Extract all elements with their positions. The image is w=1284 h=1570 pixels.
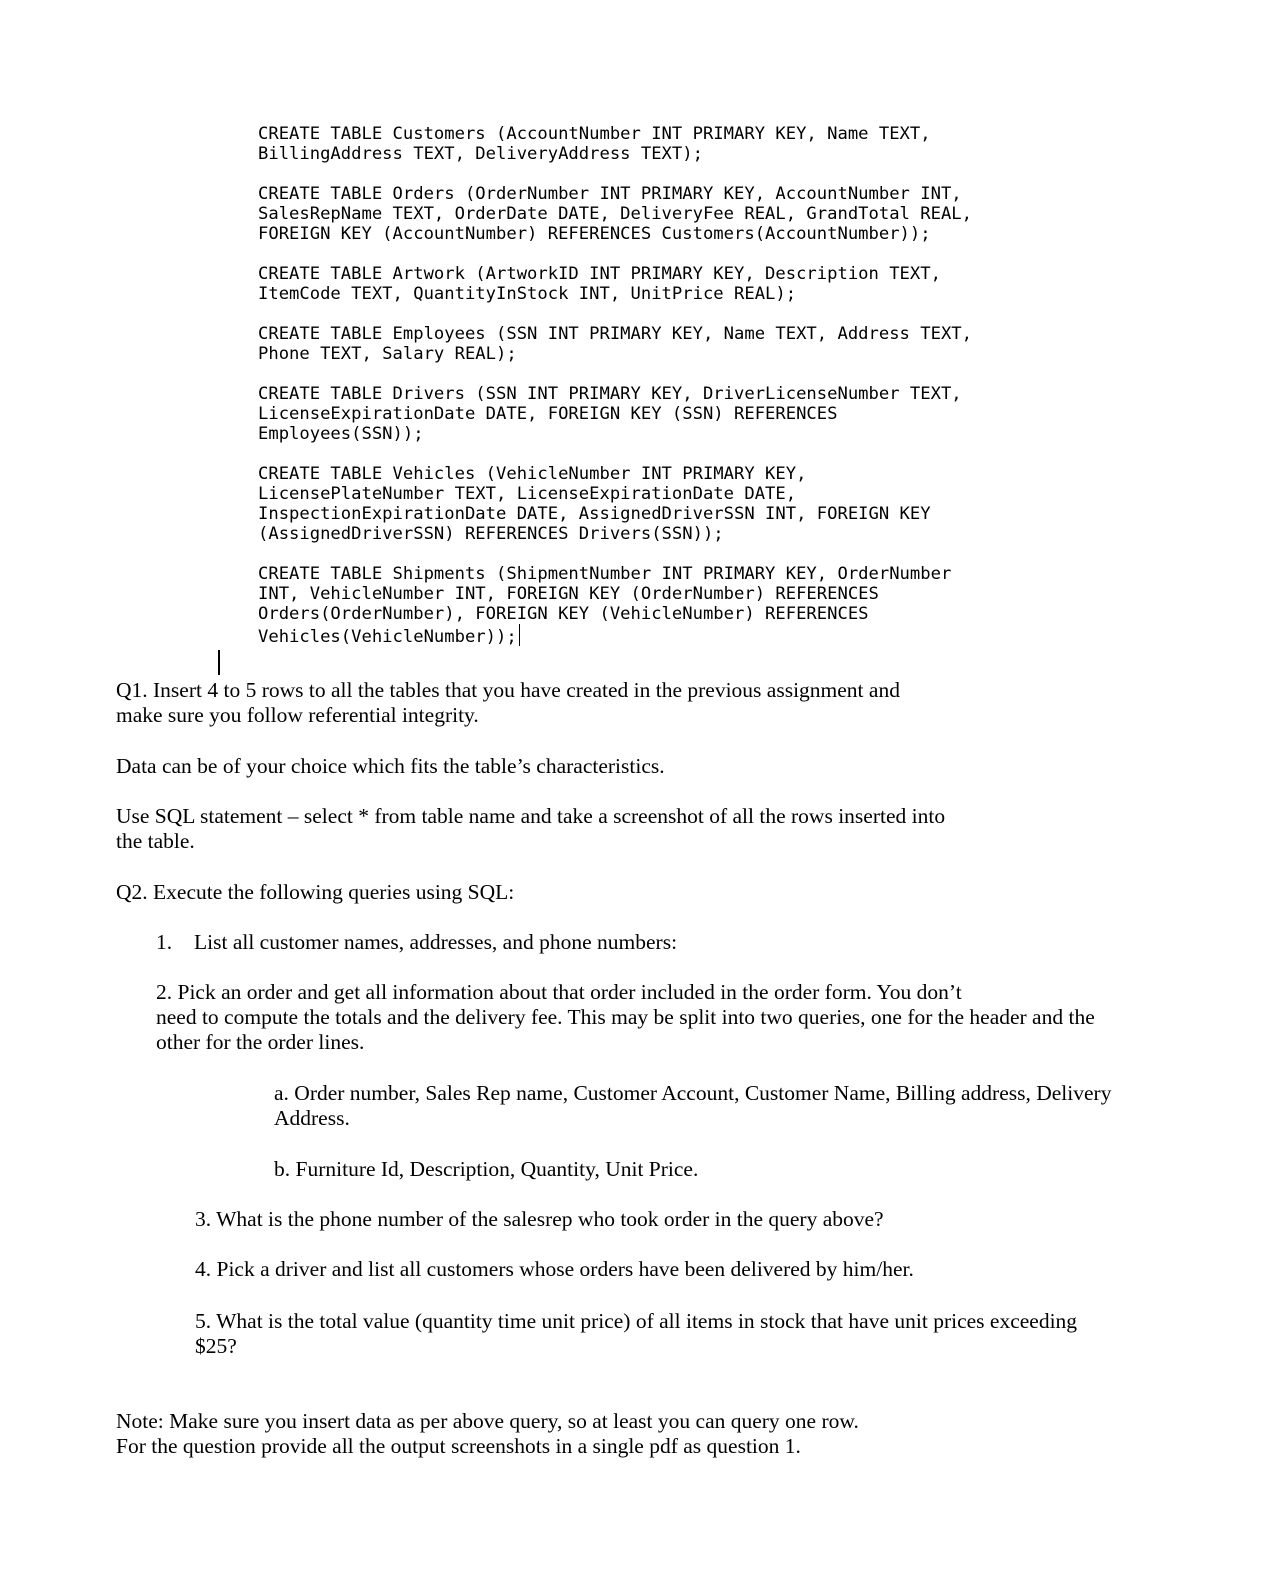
q1-line-1: Q1. Insert 4 to 5 rows to all the tables that you have created in the previous assignment and xyxy=(116,678,900,702)
text-caret xyxy=(218,650,220,675)
note-line-2: For the question provide all the output screenshots in a single pdf as question 1. xyxy=(116,1434,801,1458)
sql-line: CREATE TABLE Orders (OrderNumber INT PRIMARY KEY, AccountNumber INT, xyxy=(258,184,962,204)
sql-statement xyxy=(258,564,1258,647)
sql-line: BillingAddress TEXT, DeliveryAddress TEXT); xyxy=(258,144,703,164)
sql-line: (AssignedDriverSSN) REFERENCES Drivers(SSN)); xyxy=(258,524,724,544)
sub-a-line-2: Address. xyxy=(274,1106,350,1130)
sql-statement xyxy=(258,324,1258,364)
item-5-line-2: $25? xyxy=(195,1334,237,1358)
q1-line-2: make sure you follow referential integrity. xyxy=(116,703,479,727)
q2-heading-text: Q2. Execute the following queries using SQL: xyxy=(116,880,515,904)
sql-line: Vehicles(VehicleNumber)); xyxy=(258,624,1258,644)
sql-line: Employees(SSN)); xyxy=(258,424,424,444)
q2-item-5 xyxy=(195,1309,1077,1359)
q2-item-1 xyxy=(156,930,677,955)
data-choice-note xyxy=(116,754,665,779)
use-sql-line-1: Use SQL statement – select * from table name and take a screenshot of all the rows inserted into xyxy=(116,804,946,828)
sql-line: InspectionExpirationDate DATE, AssignedDriverSSN INT, FOREIGN KEY xyxy=(258,504,931,524)
sql-line: CREATE TABLE Vehicles (VehicleNumber INT PRIMARY KEY, xyxy=(258,464,807,484)
sql-statement xyxy=(258,384,1258,444)
sql-line: CREATE TABLE Drivers (SSN INT PRIMARY KEY, DriverLicenseNumber TEXT, xyxy=(258,384,962,404)
sql-line: INT, VehicleNumber INT, FOREIGN KEY (OrderNumber) REFERENCES xyxy=(258,584,879,604)
use-sql-line-2: the table. xyxy=(116,829,195,853)
sql-statement xyxy=(258,124,1258,164)
sql-line: LicenseExpirationDate DATE, FOREIGN KEY (SSN) REFERENCES xyxy=(258,404,838,424)
sql-line: ItemCode TEXT, QuantityInStock INT, UnitPrice REAL); xyxy=(258,284,797,304)
item-3-text: 3. What is the phone number of the salesrep who took order in the query above? xyxy=(195,1207,884,1231)
sql-statement xyxy=(258,464,1258,544)
item-2-line-1: 2. Pick an order and get all information about that order included in the order form. You don’t xyxy=(156,980,962,1004)
q2-item-4 xyxy=(195,1257,914,1282)
sub-b-text: b. Furniture Id, Description, Quantity, Unit Price. xyxy=(274,1157,699,1181)
sql-line: CREATE TABLE Artwork (ArtworkID INT PRIMARY KEY, Description TEXT, xyxy=(258,264,941,284)
data-choice-text: Data can be of your choice which fits the table’s characteristics. xyxy=(116,754,665,778)
q2-sub-b xyxy=(274,1157,698,1182)
sql-line: Orders(OrderNumber), FOREIGN KEY (VehicleNumber) REFERENCES xyxy=(258,604,869,624)
item-2-line-2: need to compute the totals and the delivery fee. This may be split into two queries, one for the header and the xyxy=(156,1005,1095,1029)
sql-statement xyxy=(258,264,1258,304)
sql-line: Phone TEXT, Salary REAL); xyxy=(258,344,517,364)
note xyxy=(116,1409,859,1459)
item-4-text: 4. Pick a driver and list all customers whose orders have been delivered by him/her. xyxy=(195,1257,914,1281)
sql-code-block xyxy=(258,124,1258,664)
q2-item-2 xyxy=(156,980,1095,1055)
item-5-line-1: 5. What is the total value (quantity time unit price) of all items in stock that have unit prices exceeding xyxy=(195,1309,1078,1333)
item-1-number: 1. xyxy=(156,930,173,954)
sql-line: FOREIGN KEY (AccountNumber) REFERENCES Customers(AccountNumber)); xyxy=(258,224,931,244)
sql-line: SalesRepName TEXT, OrderDate DATE, DeliveryFee REAL, GrandTotal REAL, xyxy=(258,204,972,224)
editor-cursor xyxy=(519,624,520,646)
item-2-line-3: other for the order lines. xyxy=(156,1030,365,1054)
sql-line: CREATE TABLE Employees (SSN INT PRIMARY KEY, Name TEXT, Address TEXT, xyxy=(258,324,972,344)
use-sql-instruction xyxy=(116,804,945,854)
note-line-1: Note: Make sure you insert data as per above query, so at least you can query one row. xyxy=(116,1409,859,1433)
q2-sub-a xyxy=(274,1081,1111,1131)
sub-a-line-1: a. Order number, Sales Rep name, Customer Account, Customer Name, Billing address, Delivery xyxy=(274,1081,1112,1105)
sql-line: CREATE TABLE Customers (AccountNumber INT PRIMARY KEY, Name TEXT, xyxy=(258,124,931,144)
sql-statement xyxy=(258,184,1258,244)
q2-item-3 xyxy=(195,1207,884,1232)
sql-line: LicensePlateNumber TEXT, LicenseExpirationDate DATE, xyxy=(258,484,797,504)
sql-line: CREATE TABLE Shipments (ShipmentNumber INT PRIMARY KEY, OrderNumber xyxy=(258,564,952,584)
item-1-text: List all customer names, addresses, and phone numbers: xyxy=(194,930,678,954)
q1-instruction xyxy=(116,678,900,728)
q2-heading xyxy=(116,880,514,905)
